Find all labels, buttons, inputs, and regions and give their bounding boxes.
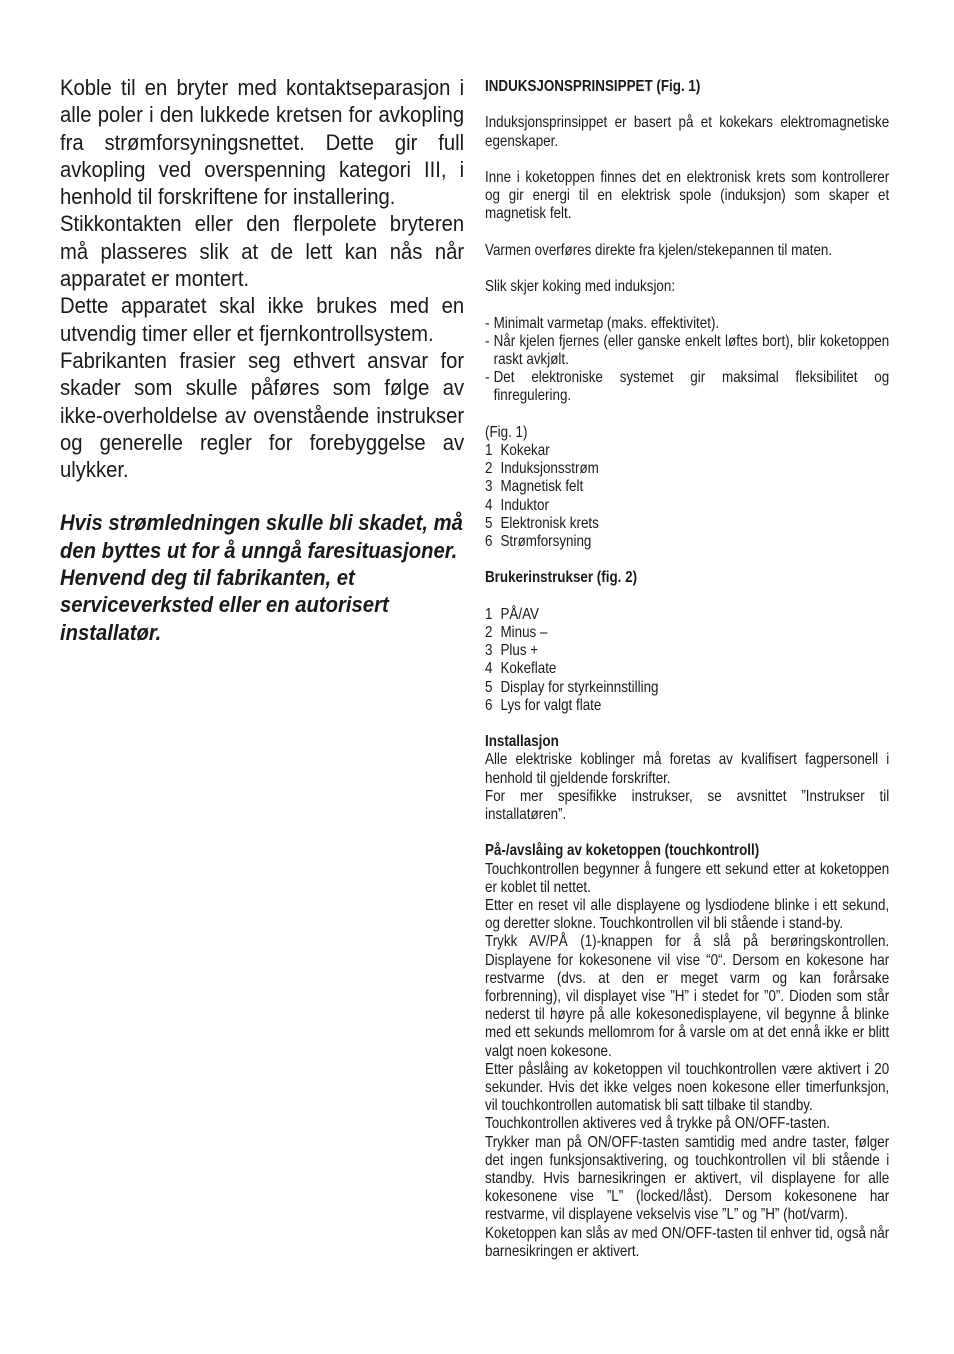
item-number: 1 [485,441,493,459]
left-column [60,74,464,646]
item-number: 2 [485,460,493,478]
touch-control-paragraph: Trykker man på ON/OFF-tasten samtidig med andre taster, følger det ingen funksjonsaktivering, og touchkontrollen vil bli stående i standby. Hvis barnesikringen er aktivert, vil displayene for alle kokesonene vise ”L” (locked/låst). Dersom kokesonene har restvarme, vil displayene vekselvis vise ”L” og ”H” (hot/varm). [485,1133,890,1224]
item-label: Elektronisk krets [500,514,599,532]
item-label: Display for styrkeinnstilling [500,678,659,696]
item-label: Magnetisk felt [500,478,584,496]
item-number: 4 [485,660,493,678]
touch-control-paragraph: Trykk AV/PÅ (1)-knappen for å slå på berøringskontrollen. Displayene for kokesonene vil vise “0“. Dersom en kokesone har restvarme (dvs. at den er meget varm og kan forårsake forbrenning), vil displayet vise ”H” i stedet for ”0”. Dioden som står nederst til høyre på alle kokesonedisplayene, vil begynne å blinke med ett sekunds mellomrom for å varsle om at det ennå ikke er blitt valgt noen kokesone. [485,933,890,1060]
item-label: Induktor [500,496,549,514]
item-label: Lys for valgt flate [500,696,602,714]
induction-paragraph: Induksjonsprinsippet er basert på et kokekars elektromagnetiske egenskaper. [485,114,890,150]
item-number: 1 [485,605,493,623]
item-label: Strømforsyning [500,532,592,550]
item-number: 6 [485,696,493,714]
power-cord-warning: Hvis strømledningen skulle bli skadet, må den byttes ut for å unngå faresituasjoner. Henvend deg til fabrikanten, et serviceverksted eller en autorisert installatør. [60,510,463,645]
induction-paragraph: Inne i koketoppen finnes det en elektronisk krets som kontrollerer og gir energi til en elektrisk spole (induksjon) som skaper et magnetisk felt. [485,168,890,223]
item-label: Plus + [500,642,539,660]
item-number: 3 [485,478,493,496]
installation-paragraph: Alle elektriske koblinger må foretas av kvalifisert fagpersonell i henhold til gjeldende forskrifter. [485,751,890,787]
touch-control-paragraph: Touchkontrollen begynner å fungere ett sekund etter at koketoppen er koblet til nettet. [485,860,890,896]
connection-paragraph: Koble til en bryter med kontaktseparasjon i alle poler i den lukkede kretsen for avkopling fra strømforsyningsnettet. Dette gir full avkopling ved overspenning kategori III, i henhold til forskriftene for installering. [60,75,465,210]
touch-control-paragraph: Etter påslåing av koketoppen vil touchkontrollen være aktivert i 20 sekunder. Hvis det ikke velges noen kokesone eller timerfunksjon, vil touchkontrollen automatisk bli satt tilbake til standby. [485,1060,890,1115]
touch-control-heading: På-/avslåing av koketoppen (touchkontroll) [485,842,760,860]
installation-paragraph: For mer spesifikke instrukser, se avsnittet ”Instrukser til installatøren”. [485,787,890,823]
item-label: Induksjonsstrøm [500,460,599,478]
list-item [485,533,889,551]
item-label: PÅ/AV [500,605,539,623]
list-item [485,460,889,478]
touch-control-paragraph: Etter en reset vil alle displayene og lysdiodene blinke i ett sekund, og deretter slokne. Touchkontrollen vil bli stående i stand-by. [485,896,890,933]
list-item [485,660,889,678]
list-item: - Minimalt varmetap (maks. effektivitet). [485,315,889,333]
item-number: 2 [485,623,493,641]
timer-paragraph: Dette apparatet skal ikke brukes med en utvendig timer eller et fjernkontrollsystem. [60,293,465,346]
item-label: Minus – [500,623,548,641]
list-item [485,515,889,533]
list-item: - Når kjelen fjernes (eller ganske enkelt løftes bort), blir koketoppen raskt avkjølt. [485,333,889,369]
socket-paragraph: Stikkontakten eller den flerpolete bryteren må plasseres slik at de lett kan nås når apparatet er montert. [60,211,465,292]
liability-paragraph: Fabrikanten frasier seg ethvert ansvar for skader som skulle påføres som følge av ikke-overholdelse av ovenstående instrukser og generelle regler for forebyggelse av ulykker. [60,347,465,483]
touch-control-paragraph: Koketoppen kan slås av med ON/OFF-tasten til enhver tid, også når barnesikringen er aktivert. [485,1224,890,1260]
induction-heading: INDUKSJONSPRINSIPPET (Fig. 1) [485,78,701,95]
list-item [485,497,889,515]
fig2-legend [485,606,889,715]
item-label: Kokeflate [500,660,557,678]
user-instructions-heading: Brukerinstrukser (fig. 2) [485,569,638,587]
list-item [485,642,889,660]
item-number: 5 [485,514,493,532]
induction-benefits-list [485,315,889,406]
right-column [485,78,889,1261]
list-item [485,679,889,697]
item-number: 4 [485,496,493,514]
fig1-legend [485,442,889,551]
list-item: - Det elektroniske systemet gir maksimal fleksibilitet og finregulering. [485,369,889,405]
item-number: 5 [485,678,493,696]
induction-paragraph: Varmen overføres direkte fra kjelen/stekepannen til maten. [485,241,833,259]
list-item [485,478,889,496]
installation-heading: Installasjon [485,733,559,751]
item-number: 6 [485,532,493,550]
list-item [485,442,889,460]
fig1-label: (Fig. 1) [485,423,528,441]
list-item [485,697,889,715]
item-label: Kokekar [500,441,550,459]
touch-control-paragraph: Touchkontrollen aktiveres ved å trykke på ON/OFF-tasten. [485,1115,831,1133]
item-number: 3 [485,642,493,660]
induction-paragraph: Slik skjer koking med induksjon: [485,278,676,296]
list-item [485,624,889,642]
list-item [485,606,889,624]
